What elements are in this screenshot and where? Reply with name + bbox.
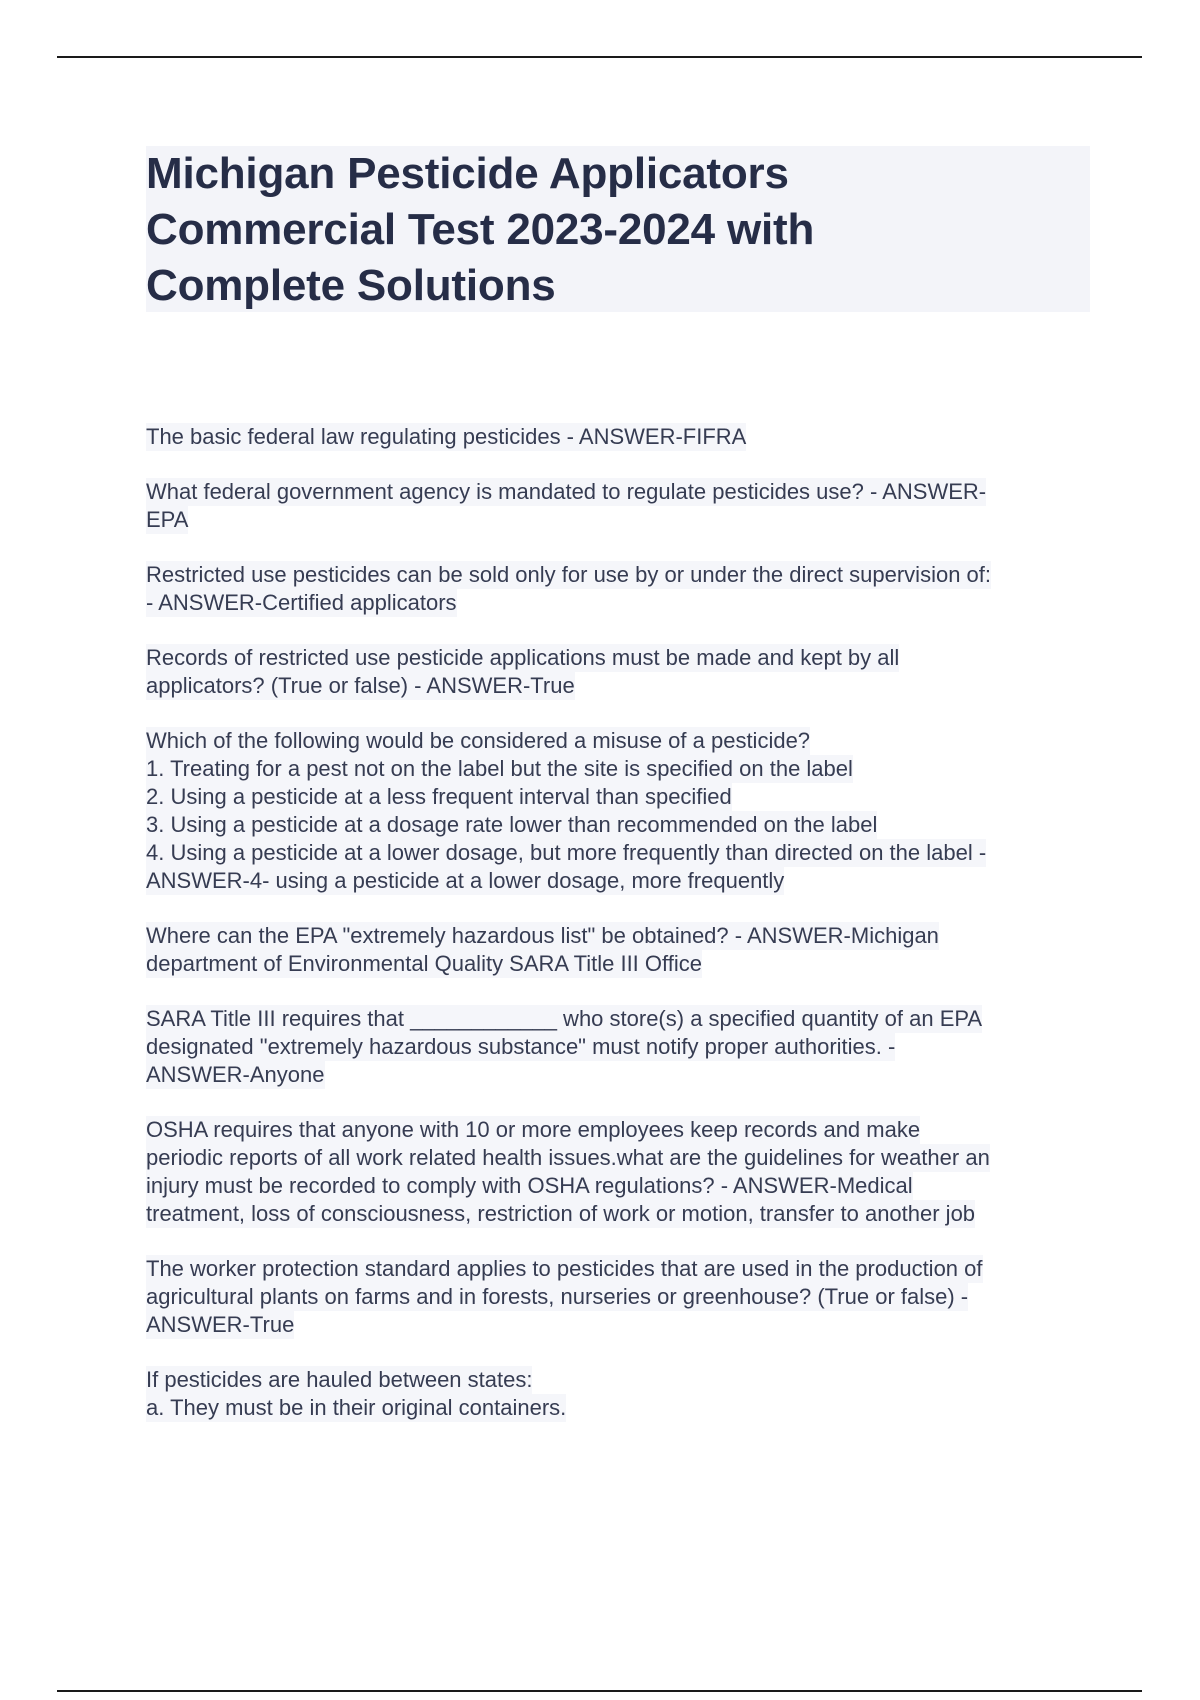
question-answer-item bbox=[146, 1005, 1086, 1089]
qa-line: 3. Using a pesticide at a dosage rate lower than recommended on the label bbox=[146, 812, 878, 837]
question-answer-list bbox=[146, 423, 1086, 1449]
qa-line: applicators? (True or false) - ANSWER-True bbox=[146, 673, 575, 698]
qa-line: 4. Using a pesticide at a lower dosage, but more frequently than directed on the label - bbox=[146, 840, 987, 865]
question-answer-item bbox=[146, 423, 1086, 451]
document-title bbox=[146, 146, 1090, 314]
qa-line: If pesticides are hauled between states: bbox=[146, 1367, 533, 1392]
question-answer-item bbox=[146, 922, 1086, 978]
question-answer-item bbox=[146, 478, 1086, 534]
title-line: Michigan Pesticide Applicators bbox=[146, 149, 789, 198]
qa-line: injury must be recorded to comply with OSHA regulations? - ANSWER-Medical bbox=[146, 1173, 913, 1198]
qa-line: 1. Treating for a pest not on the label but the site is specified on the label bbox=[146, 756, 853, 781]
title-line: Commercial Test 2023-2024 with bbox=[146, 205, 815, 254]
qa-line: The basic federal law regulating pesticides - ANSWER-FIFRA bbox=[146, 424, 747, 449]
question-answer-item bbox=[146, 1366, 1086, 1422]
title-block bbox=[146, 146, 1090, 312]
qa-line: Which of the following would be considered a misuse of a pesticide? bbox=[146, 728, 811, 753]
question-answer-item bbox=[146, 644, 1086, 700]
qa-line: EPA bbox=[146, 507, 189, 532]
qa-line: Restricted use pesticides can be sold only for use by or under the direct supervision of: bbox=[146, 562, 992, 587]
question-answer-item bbox=[146, 1255, 1086, 1339]
qa-line: ANSWER-Anyone bbox=[146, 1062, 325, 1087]
qa-line: agricultural plants on farms and in forests, nurseries or greenhouse? (True or false) - bbox=[146, 1284, 969, 1309]
qa-line: ANSWER-4- using a pesticide at a lower dosage, more frequently bbox=[146, 868, 785, 893]
qa-line: Records of restricted use pesticide applications must be made and kept by all bbox=[146, 645, 900, 670]
qa-line: SARA Title III requires that ____________ who store(s) a specified quantity of an EPA bbox=[146, 1006, 983, 1031]
qa-line: OSHA requires that anyone with 10 or more employees keep records and make bbox=[146, 1117, 921, 1142]
title-line: Complete Solutions bbox=[146, 261, 556, 310]
bottom-rule bbox=[57, 1690, 1142, 1692]
qa-line: ANSWER-True bbox=[146, 1312, 295, 1337]
qa-line: Where can the EPA "extremely hazardous list" be obtained? - ANSWER-Michigan bbox=[146, 923, 939, 948]
top-rule bbox=[57, 56, 1142, 58]
question-answer-item bbox=[146, 561, 1086, 617]
qa-line: 2. Using a pesticide at a less frequent interval than specified bbox=[146, 784, 732, 809]
qa-line: periodic reports of all work related health issues.what are the guidelines for weather an bbox=[146, 1145, 990, 1170]
qa-line: treatment, loss of consciousness, restriction of work or motion, transfer to another job bbox=[146, 1201, 976, 1226]
qa-line: a. They must be in their original containers. bbox=[146, 1395, 567, 1420]
qa-line: - ANSWER-Certified applicators bbox=[146, 590, 457, 615]
question-answer-item bbox=[146, 727, 1086, 895]
qa-line: The worker protection standard applies to pesticides that are used in the production of bbox=[146, 1256, 983, 1281]
qa-line: What federal government agency is mandated to regulate pesticides use? - ANSWER- bbox=[146, 479, 987, 504]
qa-line: designated "extremely hazardous substance" must notify proper authorities. - bbox=[146, 1034, 896, 1059]
question-answer-item bbox=[146, 1116, 1086, 1228]
qa-line: department of Environmental Quality SARA Title III Office bbox=[146, 951, 702, 976]
